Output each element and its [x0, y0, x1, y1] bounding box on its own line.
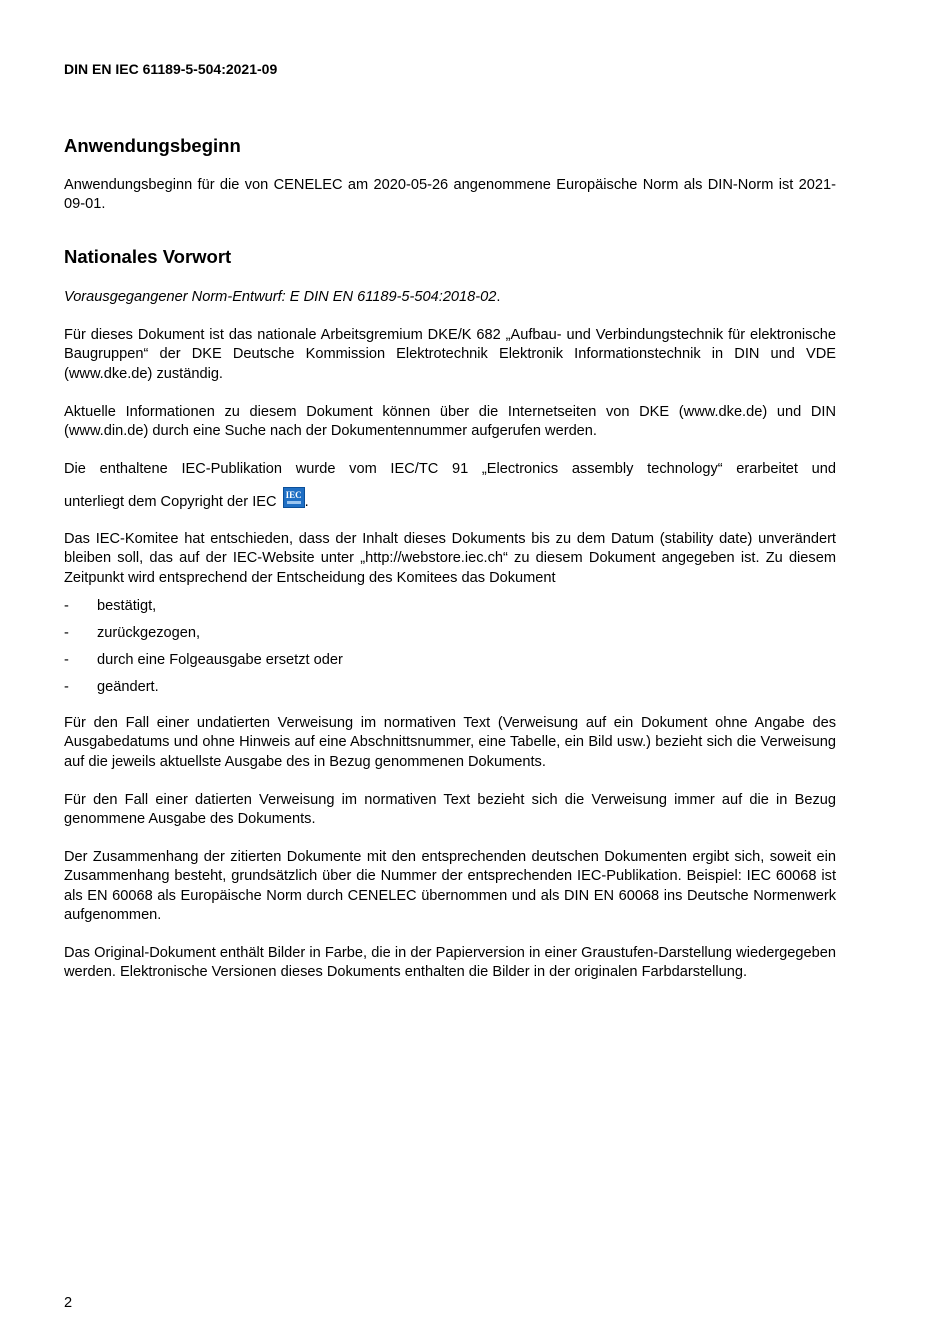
- paragraph-iec-publication-line2: [64, 487, 836, 512]
- list-item-text: zurückgezogen,: [97, 625, 201, 641]
- list-item: [64, 597, 156, 616]
- paragraph-predecessor: [64, 288, 836, 307]
- iec-logo-bar: [287, 501, 301, 504]
- list-dash: -: [64, 652, 69, 668]
- predecessor-text: Vorausgegangener Norm-Entwurf: E DIN EN 61189-5-504:2018-02: [64, 289, 497, 305]
- list-dash: -: [64, 625, 69, 641]
- page-number: 2: [64, 1295, 73, 1311]
- paragraph-document-relation: Der Zusammenhang der zitierten Dokumente mit den entsprechenden deutschen Dokumenten ergibt sich, soweit ein Zusammenhang besteht, grundsätzlich über die Nummer der entsprechenden IEC-Publikation. Beispiel: IEC 60068 ist als EN 60068 als Europäische Norm durch CENELEC übernommen und als DIN EN 60068 ins Deutsche Normenwerk aufgenommen.: [64, 849, 836, 924]
- heading-nationales-vorwort: Nationales Vorwort: [64, 246, 232, 267]
- iec-logo-icon: [283, 487, 305, 508]
- paragraph-undated-reference: Für den Fall einer undatierten Verweisung im normativen Text (Verweisung auf ein Dokument ohne Angabe des Ausgabedatums und ohne Hinweis auf eine Abschnittsnummer, eine Tabelle, ein Bild usw.) bezieht sich die Verweisung auf die jeweils aktuellste Ausgabe des in Bezug genommenen Dokuments.: [64, 715, 836, 770]
- copyright-period: .: [304, 494, 309, 510]
- paragraph-anwendungsbeginn: Anwendungsbeginn für die von CENELEC am 2020-05-26 angenommene Europäische Norm als DIN-Norm ist 2021-09-01.: [64, 177, 836, 213]
- copyright-text: unterliegt dem Copyright der IEC: [64, 494, 277, 510]
- heading-anwendungsbeginn: Anwendungsbeginn: [64, 135, 241, 156]
- list-item-text: bestätigt,: [97, 598, 157, 614]
- iec-logo-text: IEC: [285, 490, 302, 500]
- list-item-text: durch eine Folgeausgabe ersetzt oder: [97, 652, 343, 668]
- paragraph-iec-publication-line1: Die enthaltene IEC-Publikation wurde vom IEC/TC 91 „Electronics assembly technology“ erarbeitet und: [64, 461, 836, 477]
- paragraph-stability-date: Das IEC-Komitee hat entschieden, dass der Inhalt dieses Dokuments bis zu dem Datum (stability date) unverändert bleiben soll, das auf der IEC-Website unter „http://webstore.iec.ch“ zu diesem Dokument angegeben ist. Zu diesem Zeitpunkt wird entsprechend der Entscheidung des Komitees das Dokument: [64, 531, 836, 586]
- list-item: [64, 678, 159, 697]
- list-item: [64, 651, 343, 670]
- document-header-id: DIN EN IEC 61189-5-504:2021-09: [64, 61, 278, 77]
- paragraph-responsibility: Für dieses Dokument ist das nationale Arbeitsgremium DKE/K 682 „Aufbau- und Verbindungstechnik für elektronische Baugruppen“ der DKE Deutsche Kommission Elektrotechnik Elektronik Informationstechnik in DIN und VDE (www.dke.de) zuständig.: [64, 327, 836, 382]
- predecessor-period: .: [496, 289, 501, 305]
- paragraph-dated-reference: Für den Fall einer datierten Verweisung im normativen Text bezieht sich die Verweisung immer auf die in Bezug genommene Ausgabe des Dokuments.: [64, 792, 836, 828]
- list-dash: -: [64, 679, 69, 695]
- paragraph-current-info: Aktuelle Informationen zu diesem Dokument können über die Internetseiten von DKE (www.dke.de) und DIN (www.din.de) durch eine Suche nach der Dokumentennummer aufgerufen werden.: [64, 404, 836, 440]
- list-item-text: geändert.: [97, 679, 159, 695]
- list-dash: -: [64, 598, 69, 614]
- list-item: [64, 624, 200, 643]
- paragraph-color-images: Das Original-Dokument enthält Bilder in Farbe, die in der Papierversion in einer Graustufen-Darstellung wiedergegeben werden. Elektronische Versionen dieses Dokuments enthalten die Bilder in der originalen Farbdarstellung.: [64, 945, 836, 981]
